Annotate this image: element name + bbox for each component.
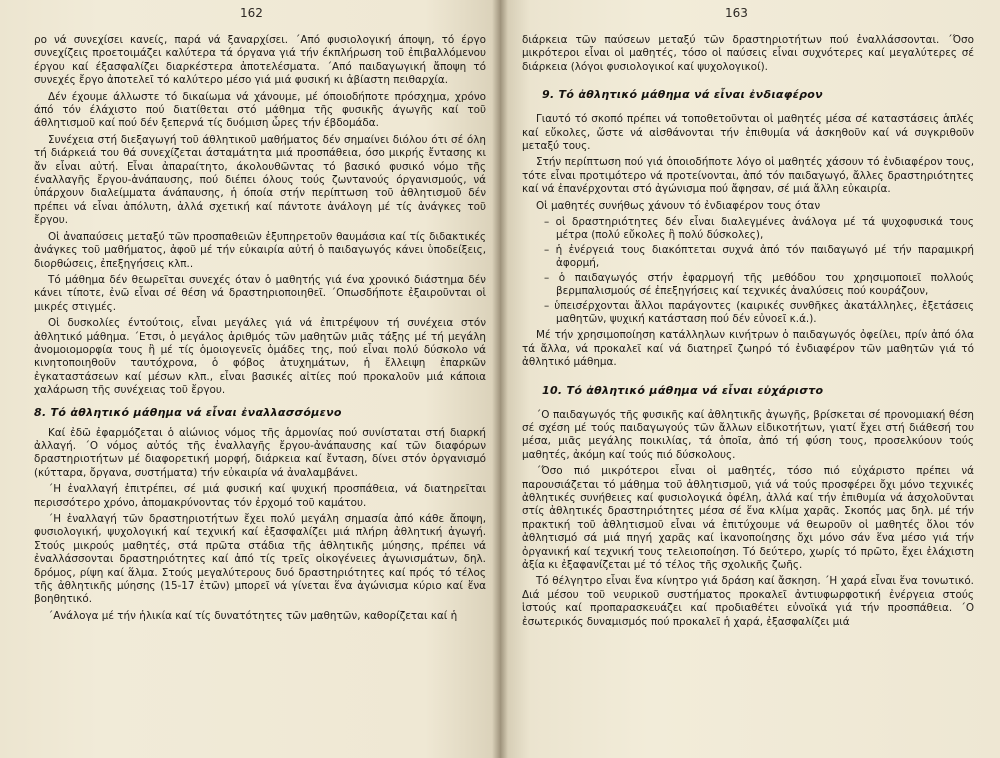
paragraph: ΄Ο παιδαγωγός τῆς φυσικῆς καί ἀθλητικῆς ἀγωγῆς, βρίσκεται σέ προνομιακή θέση σέ σχέση μέ τούς παιδαγωγούς τῶν ἄλλων εἰδικοτήτων, γιατί ἔχει στή διάθεσή του μέσα, μιᾶς μεγάλης ποικιλίας, τά ὁποῖα, ἀπό τή φύση τους, προσελκύουν τούς μαθητές, ἀκόμη καί τούς πιό δύσκολους.: [522, 408, 974, 461]
list-item: – οἱ δραστηριότητες δέν εἶναι διαλεγμένες ἀνάλογα μέ τά ψυχοφυσικά τους μέτρα (πολύ εὔκολες ἢ πολύ δύσκολες),: [544, 216, 974, 243]
page-number-left: 162: [240, 6, 263, 20]
section-heading-8: 8. Τό ἀθλητικό μάθημα νά εἶναι ἐναλλασσόμενο: [34, 405, 342, 419]
paragraph: Οἱ δυσκολίες έντούτοις, εἶναι μεγάλες γιά νά ἐπιτρέψουν τή συνέχεια στόν ἀθλητικό μάθημα. ΄Ετσι, ὁ μεγάλος ἀριθμός τῶν μαθητῶν μιᾶς τάξης μέ τή μεγάλη ἀνομοιομορφία τους ἢ μέ τίς ὁμοιογενεῖς ὁμάδες της, πού εἶναι πολύ δύσκολο νά κινητοποιηθοῦν ταυτόχρονα, ὁ φόβος ἀτυχημάτων, ἡ ἔλλειψη ἐπαρκῶν ἐγκαταστάσεων καί μέσων κλπ., εἶναι βασικές αἰτίες πού προκαλοῦν μιά κάποια χαλάρωση τῆς συνέχειας τοῦ ἔργου.: [34, 317, 486, 397]
paragraph: Οἱ ἀναπαύσεις μεταξύ τῶν προσπαθειῶν ἐξυπηρετοῦν θαυμάσια καί τίς διδακτικές ἀνάγκες τοῦ μαθήματος, ἀφοῦ μέ τήν εὐκαιρία αὐτή ὁ παιδαγωγός κάνει ὑποδείξεις, διορθώσεις, ἐπεξηγήσεις κλπ..: [34, 230, 486, 270]
page-number-right: 163: [725, 6, 748, 20]
right-page: [500, 0, 1000, 758]
section-heading-10: 10. Τό ἀθλητικό μάθημα νά εἶναι εὐχάριστο: [542, 383, 824, 397]
paragraph: Συνέχεια στή διεξαγωγή τοῦ άθλητικοῦ μαθήματος δέν σημαίνει διόλου ότι σέ όλη τή διάρκειά του θά συνεχίζεται άσταμάτητα μιά προσπάθεια, όσο μικρής ἔντασης κι ἄν εἶναι αὐτή. Εἶναι ἀπαραίτητο, άκολουθῶντας τό βασικό φυσικό νόμο τῆς έναλλαγῆς ἔργου-ἀνάπαυσης, πού διέπει όλους τούς ζωντανούς όργανισμούς, νά ὑπάρχουν διαλείμματα άνάπαυσης, ἡ όποία στήν περίπτωση τοῦ ἀθλητισμοῦ δέν πρέπει νά εἶναι ἀπόλυτη, ἀλλά σχετική καί πάντοτε ἀνάλογη μέ τίς ἀνάγκες τοῦ ἔργου.: [34, 133, 486, 227]
paragraph: ΄Ανάλογα μέ τήν ἡλικία καί τίς δυνατότητες τῶν μαθητῶν, καθορίζεται καί ἡ: [48, 609, 458, 622]
list-item: – ἡ ἐνέργειά τους διακόπτεται συχνά ἀπό τόν παιδαγωγό μέ τήν παραμικρή ἀφορμή,: [544, 244, 974, 271]
paragraph: Τό θέλγητρο εἶναι ἕνα κίνητρο γιά δράση καί ἄσκηση. ΄Η χαρά εἶναι ἕνα τονωτικό. Διά μέσου τοῦ νευρικοῦ συστήματος προκαλεῖ ἀντιυφωρφοτική ἐνέργεια στούς ἱστούς καί προπαρασκευάζει καί προδιαθέτει εὐνοϊκά γιά τήν προσπάθεια. ΄Ο ἐσωτερικός δυναμισμός πού προκαλεῖ ἡ χαρά, ἐξασφαλίζει μιά: [522, 575, 974, 628]
section-heading-9: 9. Τό ἀθλητικό μάθημα νά εἶναι ἐνδιαφέρον: [542, 88, 823, 102]
paragraph: ΄Η ἐναλλαγή τῶν δραστηριοτήτων ἔχει πολύ μεγάλη σημασία ἀπό κάθε ἄποψη, φυσιολογική, ψυχολογική καί τεχνική καί ἐξασφαλίζει μιά πλήρη ἀθλητική ἀγωγή. Στούς μικρούς μαθητές, στά πρῶτα στάδια τῆς ἀθλητικῆς μύησης, πρέπει νά ἐναλλάσσονται δραστηριότητες καί ἀπό τίς τρεῖς οἰκογένειες ἀγωνισμάτων, δηλ. δρόμος, ρίψη καί ἅλμα. Στούς μεγαλύτερους δυό δραστηριότητες καί πρός τό τέλος τῆς ἀθλητικῆς μύησης (15-17 ἐτῶν) μπορεῖ νά γίνεται ἕνα ἀγώνισμα κύριο καί ἕνα βοηθητικό.: [34, 513, 486, 606]
paragraph: Οἱ μαθητές συνήθως χάνουν τό ἐνδιαφέρον τους όταν: [536, 199, 821, 212]
left-page-body: [34, 34, 486, 623]
paragraph: ΄Όσο πιό μικρότεροι εἶναι οἱ μαθητές, τόσο πιό εὐχάριστο πρέπει νά παρουσιάζεται τό μάθημα τοῦ ἀθλητισμοῦ, γιά νά τούς προσφέρει ὄχι μόνο τεχνικές ἀθλητικές συνήθειες καί φυσιολογικά ὀφέλη, ἀλλά καί τήν ἐπιθυμία νά ἀσχολοῦνται στίς ἀθλητικές δραστηριότητες μέσα σέ ἕνα κλίμα χαρᾶς. Σκοπός μας δηλ. μέ τήν πρακτική τοῦ ἀθλητισμοῦ εἶναι νά ἐπιτύχουμε νά θεωροῦν οἱ μαθητές ὅλοι τόν ἀθλητισμό σά μιά πηγή χαρᾶς καί ἱκανοποίησης ὄχι μόνο σάν ἕνα μέσο γιά τήν ὀργανική καί τεχνική τους τελειοποίηση. Τό δεύτερο, χωρίς τό πρῶτο, ἔχει ἐλάχιστη ἀξία κι ἐξαφανίζεται μέ τό τέλος τῆς σχολικῆς ζωῆς.: [522, 465, 974, 571]
paragraph: ρο νά συνεχίσει κανείς, παρά νά ξαναρχίσει. ΄Από φυσιολογική άποψη, τό έργο συνεχίζεις προετοιμάζει καλύτερα τά όργανα γιά τήν έκπλήρωση τοῦ ἐπιβαλλόμενου έργου καί έξασφαλίζει διαρκέστερα ἀποτελέσματα. ΄Από παιδαγωγική ἄποψη τό συνεχές ἔργο ἀποτελεῖ τό καλύτερο μέσο γιά μιά φυσική κι ἀβίαστη πειθαρχία.: [34, 34, 486, 87]
paragraph: Τό μάθημα δέν θεωρεῖται συνεχές όταν ὁ μαθητής γιά ένα χρονικό διάστημα δέν κάνει τίποτε, ἐνῶ εἶναι σέ θέση νά δραστηριοποιηθεῖ. ΄Οπωσδήποτε ἐξαιροῦνται οἱ μικρές στιγμές.: [34, 273, 486, 313]
reasons-list: [544, 216, 974, 326]
list-item: – ὑπεισέρχονται ἄλλοι παράγοντες (καιρικές συνθῆκες ἀκατάλληλες, ἐξετάσεις μαθητῶν, ψυχική κατάσταση πού δέν εὐνοεῖ κ.ά.).: [544, 300, 974, 327]
paragraph: Καί ἐδῶ ἐφαρμόζεται ὁ αἰώνιος νόμος τῆς ἁρμονίας πού συνίσταται στή διαρκή ἀλλαγή. ΄Ο νόμος αὐτός τῆς ἐναλλαγῆς ἔργου-ἀνάπαυσης καί τῶν διαφόρων δραστηριοτήτων μέ διαφορετική μορφή, διάρκεια καί ἔνταση, δίνει στόν ὀργανισμό (κύτταρα, ὄργανα, συστήματα) τήν εὐκαιρία νά ἀναλαμβάνει.: [34, 426, 486, 479]
list-item: – ὁ παιδαγωγός στήν ἐφαρμογή τῆς μεθόδου του χρησιμοποιεῖ πολλούς βερμπαλισμούς σέ ἐπεξηγήσεις καί τεχνικές ἀναλύσεις πού κουράζουν,: [544, 272, 974, 299]
paragraph: Μέ τήν χρησιμοποίηση κατάλληλων κινήτρων ὁ παιδαγωγός ὀφείλει, πρίν ἀπό όλα τά ἄλλα, νά προκαλεῖ καί νά διατηρεῖ ζωηρό τό ἐνδιαφέρον τῶν μαθητῶν γιά τό ἀθλητικό μάθημα.: [522, 329, 974, 369]
paragraph: Γιαυτό τό σκοπό πρέπει νά τοποθετοῦνται οἱ μαθητές μέσα σέ καταστάσεις ἁπλές καί εὔκολες, ὥστε νά αἰσθάνονται τήν ἐπιθυμία νά ἀσκηθοῦν καί νά συγκριθοῦν μεταξύ τους.: [522, 113, 974, 153]
paragraph: Δέν έχουμε άλλωστε τό δικαίωμα νά χάνουμε, μέ όποιοδήποτε πρόσχημα, χρόνο άπό τόν έλάχιστο πού διατίθεται στό μάθημα τῆς φυσικῆς άγωγῆς καί τοῦ άθλητισμοῦ καί πού δέν ξεπερνά τίς δυόμιση ὧρες τήν έβδομάδα.: [34, 90, 486, 130]
paragraph: Στήν περίπτωση πού γιά ὁποιοδήποτε λόγο οἱ μαθητές χάσουν τό ἐνδιαφέρον τους, τότε εἶναι προτιμότερο νά προτείνονται, ἀπό τόν παιδαγωγό, ἄλλες δραστηριότητες καί νά ἐπανέρχονται στό ἀγώνισμα πού ἄφησαν, σέ μιά ἄλλη εὐκαιρία.: [522, 156, 974, 196]
paragraph: ΄Η ἐναλλαγή ἐπιτρέπει, σέ μιά φυσική καί ψυχική προσπάθεια, νά διατηρεῖται περισσότερο χρόνο, ἀπομακρύνοντας τόν ἐρχομό τοῦ καμάτου.: [34, 483, 486, 509]
right-page-body: [522, 34, 974, 629]
paragraph: διάρκεια τῶν παύσεων μεταξύ τῶν δραστηριοτήτων πού ἐναλλάσσονται. ΄Όσο μικρότεροι εἶναι οἱ μαθητές, τόσο οἱ παύσεις εἶναι συχνότερες καί μεγαλύτερες σέ διάρκεια (λόγοι φυσιολογικοί καί ψυχολογικοί).: [522, 34, 974, 73]
